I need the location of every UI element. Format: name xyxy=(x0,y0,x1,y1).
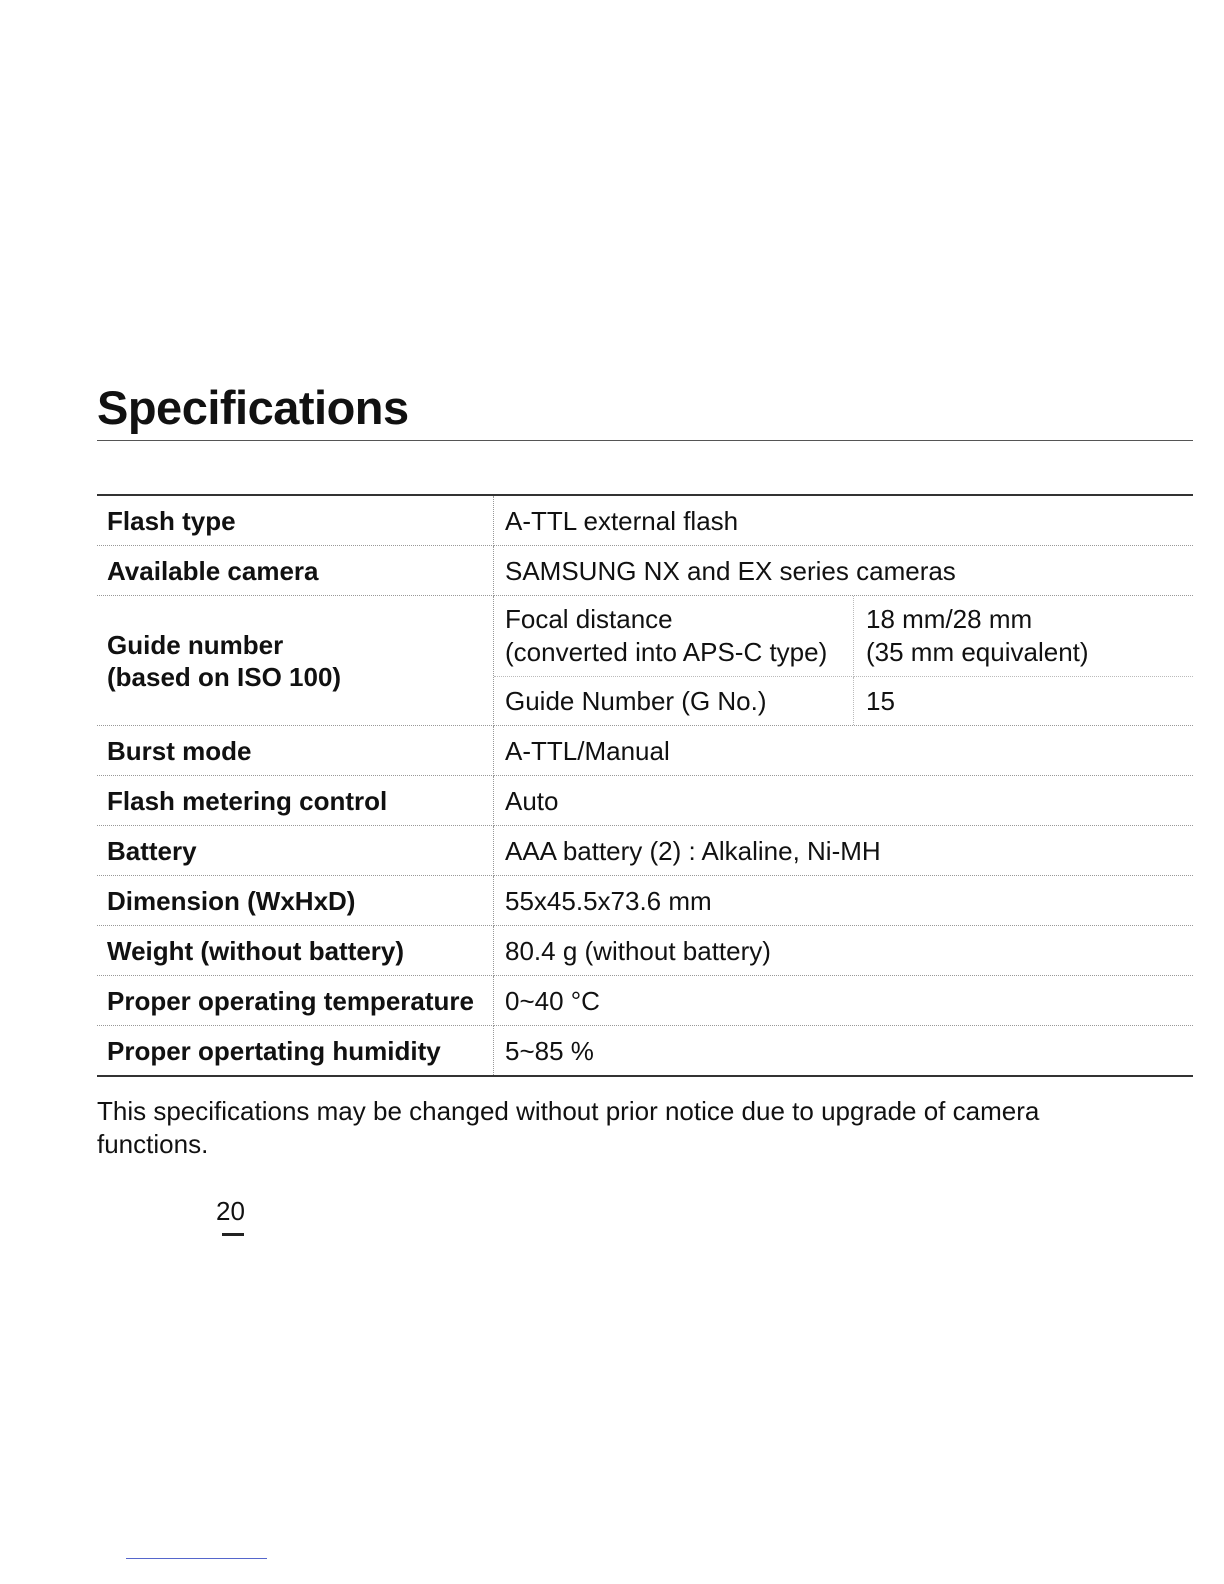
spec-value-humidity: 5~85 % xyxy=(505,1035,594,1066)
spec-label-guide-number xyxy=(97,596,494,726)
guide-number-label-line2: (based on ISO 100) xyxy=(107,661,342,692)
spec-label-battery: Battery xyxy=(97,826,494,876)
focal-distance-value-line2: (35 mm equivalent) xyxy=(866,637,1089,667)
spec-label-humidity: Proper opertating humidity xyxy=(97,1026,494,1077)
page-number: 20 xyxy=(216,1196,245,1226)
spec-label-dimension: Dimension (WxHxD) xyxy=(97,876,494,926)
spec-value-guide-number xyxy=(494,596,1194,726)
title-divider xyxy=(97,440,1193,441)
spec-label-weight: Weight (without battery) xyxy=(97,926,494,976)
table-row xyxy=(97,495,1193,546)
table-row xyxy=(97,726,1193,776)
spec-value-flash-type: A-TTL external flash xyxy=(494,495,1194,546)
table-row xyxy=(97,596,1193,726)
table-row xyxy=(97,826,1193,876)
spec-value-temperature: 0~40 °C xyxy=(494,976,1194,1026)
table-row xyxy=(97,976,1193,1026)
table-row xyxy=(97,546,1193,596)
table-row xyxy=(97,876,1193,926)
page-number-underline xyxy=(222,1233,244,1236)
spec-label-flash-metering: Flash metering control xyxy=(97,776,494,826)
focal-distance-label xyxy=(494,596,854,677)
specifications-table xyxy=(97,494,1193,1077)
table-row xyxy=(494,596,1193,677)
spec-value-burst-mode: A-TTL/Manual xyxy=(494,726,1194,776)
page-title: Specifications xyxy=(97,381,409,434)
table-row xyxy=(97,926,1193,976)
focal-distance-label-line2: (converted into APS-C type) xyxy=(505,637,828,667)
spec-label-burst-mode: Burst mode xyxy=(97,726,494,776)
table-row xyxy=(494,677,1193,726)
table-row xyxy=(97,1026,1193,1077)
focal-distance-value-line1: 18 mm/28 mm xyxy=(866,604,1033,634)
focal-distance-label-line1: Focal distance xyxy=(505,604,673,634)
guide-number-subtable xyxy=(494,596,1193,725)
spec-value-battery: AAA battery (2) : Alkaline, Ni-MH xyxy=(494,826,1194,876)
guide-number-label-line1: Guide number xyxy=(107,629,284,660)
table-row xyxy=(97,776,1193,826)
guide-number-gno-label: Guide Number (G No.) xyxy=(494,677,854,726)
spec-value-dimension: 55x45.5x73.6 mm xyxy=(494,876,1194,926)
spec-label-temperature: Proper operating temperature xyxy=(97,976,494,1026)
spec-value-available-camera: SAMSUNG NX and EX series cameras xyxy=(494,546,1194,596)
specifications-note: This specifications may be changed without prior notice due to upgrade of camera functions. xyxy=(97,1096,1040,1159)
spec-value-weight: 80.4 g (without battery) xyxy=(494,926,1194,976)
focal-distance-value xyxy=(854,596,1194,677)
spec-label-available-camera: Available camera xyxy=(97,546,494,596)
footer-divider xyxy=(126,1558,267,1559)
spec-label-flash-type: Flash type xyxy=(97,495,494,546)
spec-value-flash-metering: Auto xyxy=(494,776,1194,826)
guide-number-gno-value: 15 xyxy=(866,685,895,716)
